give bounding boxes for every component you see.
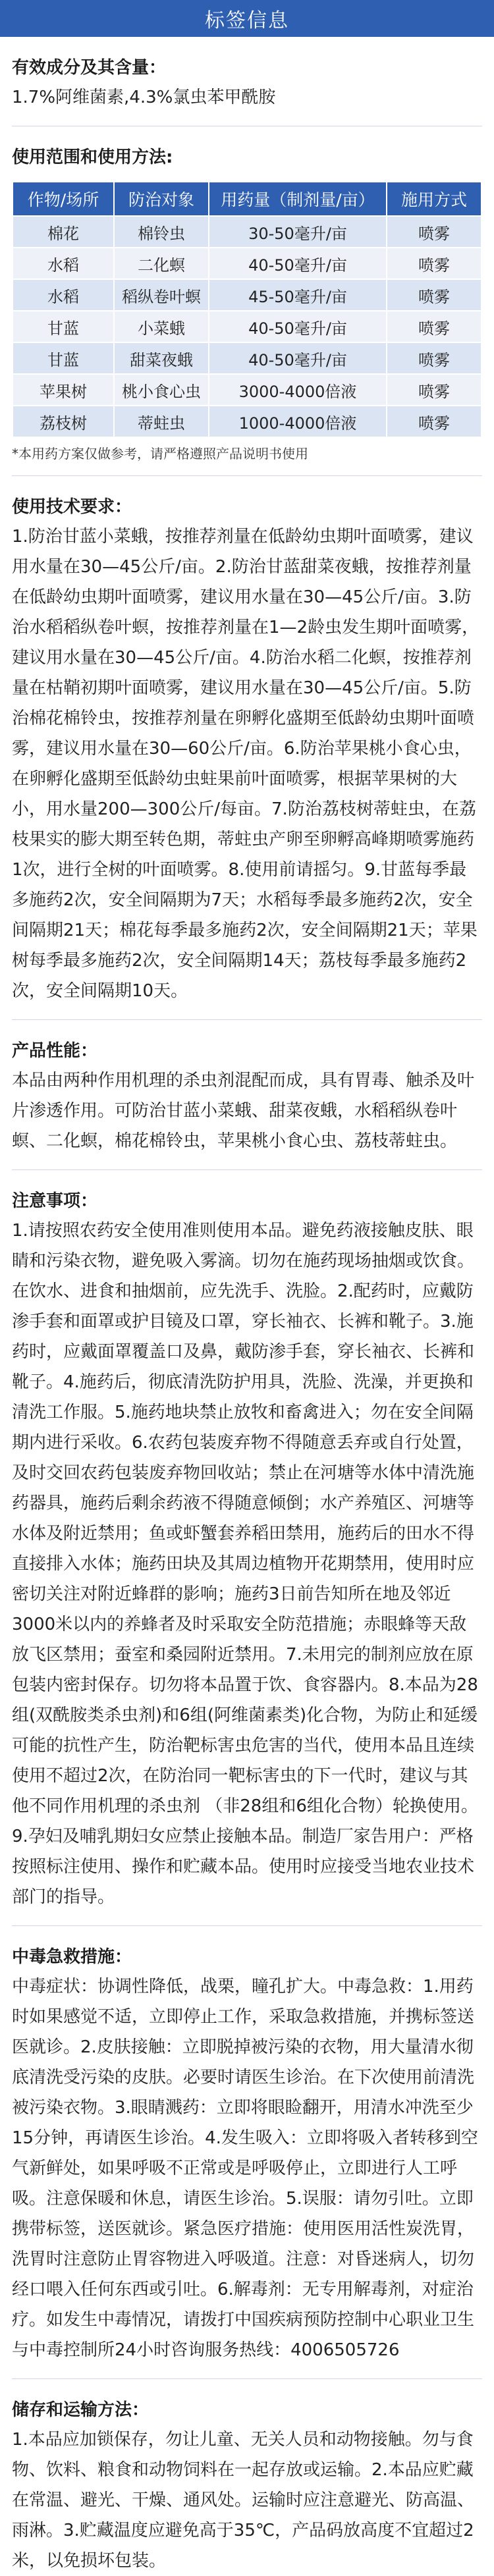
table-cell: 喷雾 (387, 342, 481, 374)
cautions-title: 注意事项： (12, 1191, 98, 1211)
firstaid-text: 中毒症状：协调性降低，战栗，瞳孔扩大。中毒急救：1.用药时如果感觉不适，立即停止工作，采取急救措施，并携标签送医就诊。2.皮肤接触：立即脱掉被污染的衣物，用大量清水彻底清洗受污染的皮肤。必要时请医生诊治。在下次使用前清洗被污染衣物。3.眼睛溅药：立即将眼睑翻开，用清水冲洗至少15分钟，再请医生诊治。4.发生吸入：立即将吸入者转移到空气新鲜处，如果呼吸不正常或是呼吸停止，立即进行人工呼吸。注意保暖和休息，请医生诊治。5.误服：请勿引吐。立即携带标签，送医就诊。紧急医疗措施：使用医用活性炭洗胃，洗胃时注意防止胃容物进入呼吸道。注意：对昏迷病人，切勿经口喂入任何东西或引吐。6.解毒剂：无专用解毒剂，对症治疗。如发生中毒情况，请拨打中国疾病预防控制中心职业卫生与中毒控制所24小时咨询服务热线：4006505726 (12, 1977, 478, 2360)
cautions-section (0, 1187, 494, 1912)
table-row (13, 342, 481, 374)
table-cell: 3000-4000倍液 (209, 374, 387, 406)
column-header: 防治对象 (114, 182, 209, 216)
column-header: 作物/场所 (13, 182, 114, 216)
storage-text: 1.本品应加锁保存，勿让儿童、无关人员和动物接触。勿与食物、饮料、粮食和动物饲料在一起存放或运输。2.本品应贮藏在常温、避光、干燥、通风处。运输时应注意避光、防高温、雨淋。3.贮藏温度应避免高于35℃，产品码放高度不宜超过2米，以免损坏包装。 (12, 2430, 475, 2571)
cautions-text: 1.请按照农药安全使用准则使用本品。避免药液接触皮肤、眼睛和污染衣物，避免吸入雾滴。切勿在施药现场抽烟或饮食。在饮水、进食和抽烟前，应先洗手、洗脸。2.配药时，应戴防渗手套和面罩或护目镜及口罩，穿长袖衣、长裤和靴子。3.施药时，应戴面罩覆盖口及鼻，戴防渗手套，穿长袖衣、长裤和靴子。4.施药后，彻底清洗防护用具，洗脸、洗澡，并更换和清洗工作服。5.施药地块禁止放牧和畜禽进入；勿在安全间隔期内进行采收。6.农药包装废弃物不得随意丢弃或自行处置，及时交回农药包装废弃物回收站；禁止在河塘等水体中清洗施药器具，施药后剩余药液不得随意倾倒；水产养殖区、河塘等水体及附近禁用；鱼或虾蟹套养稻田禁用，施药后的田水不得直接排入水体；施药田块及其周边植物开花期禁用，使用时应密切关注对附近蜂群的影响；施药3日前告知所在地及邻近3000米以内的养蜂者及时采取安全防范措施；赤眼蜂等天敌放飞区禁用；蚕室和桑园附近禁用。7.未用完的制剂应放在原包装内密封保存。切勿将本品置于饮、食容器内。8.本品为28组(双酰胺类杀虫剂)和6组(阿维菌素类)化合物，为防止和延缓可能的抗性产生，防治靶标害虫危害的当代，使用本品且连续使用不超过2次，在防治同一靶标害虫的下一代时，建议与其他不同作用机理的杀虫剂 （非28组和6组化合物）轮换使用。9.孕妇及哺乳期妇女应禁止接触本品。制造厂家告用户：严格按照标注使用、操作和贮藏本品。使用时应接受当地农业技术部门的指导。 (12, 1221, 478, 1907)
table-cell: 喷雾 (387, 279, 481, 311)
table-row (13, 406, 481, 437)
table-row (13, 279, 481, 311)
tech-text: 1.防治甘蓝小菜蛾，按推荐剂量在低龄幼虫期叶面喷雾，建议用水量在30—45公斤/亩。2.防治甘蓝甜菜夜蛾，按推荐剂量在低龄幼虫期叶面喷雾，建议用水量在30—45公斤/亩。3.防治水稻稻纵卷叶螟，按推荐剂量在1—2龄虫发生期叶面喷雾，建议用水量在30—45公斤/亩。4.防治水稻二化螟，按推荐剂量在枯鞘初期叶面喷雾，建议用水量在30—45公斤/亩。5.防治棉花棉铃虫，按推荐剂量在卵孵化盛期至低龄幼虫期叶面喷雾，建议用水量在30—60公斤/亩。6.防治苹果桃小食心虫，在卵孵化盛期至低龄幼虫蛀果前叶面喷雾，根据苹果树的大小，用水量200—300公斤/每亩。7.防治荔枝树蒂蛀虫，在荔枝果实的膨大期至转色期，蒂蛀虫产卵至卵孵高峰期喷雾施药1次，进行全树的叶面喷雾。8.使用前请摇匀。9.甘蓝每季最多施药2次，安全间隔期为7天；水稻每季最多施药2次，安全间隔期21天；棉花每季最多施药2次，安全间隔期21天；苹果树每季最多施药2次，安全间隔期14天；荔枝每季最多施药2次，安全间隔期10天。 (12, 527, 480, 1001)
performance-title: 产品性能： (12, 1041, 98, 1061)
page-title: 标签信息 (205, 9, 289, 32)
performance-section (0, 1037, 494, 1156)
divider (12, 1169, 482, 1170)
table-cell: 喷雾 (387, 311, 481, 342)
tech-title: 使用技术要求： (12, 497, 132, 517)
table-row (13, 311, 481, 342)
table-cell: 水稻 (13, 279, 114, 311)
table-cell: 喷雾 (387, 248, 481, 279)
table-cell: 棉花 (13, 216, 114, 248)
table-cell: 二化螟 (114, 248, 209, 279)
table-cell: 稻纵卷叶螟 (114, 279, 209, 311)
table-cell: 桃小食心虫 (114, 374, 209, 406)
firstaid-section (0, 1943, 494, 2365)
usage-title: 使用范围和使用方法: (12, 148, 173, 167)
table-cell: 水稻 (13, 248, 114, 279)
performance-text: 本品由两种作用机理的杀虫剂混配而成，具有胃毒、触杀及叶片渗透作用。可防治甘蓝小菜蛾、甜菜夜蛾，水稻稻纵卷叶螟、二化螟，棉花棉铃虫，苹果桃小食心虫、荔枝蒂蛀虫。 (12, 1071, 475, 1151)
usage-section (0, 144, 494, 168)
storage-title: 储存和运输方法： (12, 2400, 150, 2420)
table-cell: 喷雾 (387, 374, 481, 406)
table-cell: 苹果树 (13, 374, 114, 406)
table-cell: 30-50毫升/亩 (209, 216, 387, 248)
table-cell: 蒂蛀虫 (114, 406, 209, 437)
table-cell: 45-50毫升/亩 (209, 279, 387, 311)
table-cell: 喷雾 (387, 216, 481, 248)
header-bar (0, 0, 494, 37)
table-row (13, 374, 481, 406)
table-cell: 甜菜夜蛾 (114, 342, 209, 374)
tech-section (0, 493, 494, 1006)
table-header-row (13, 182, 481, 216)
table-row (13, 216, 481, 248)
table-cell: 甘蓝 (13, 342, 114, 374)
usage-table (12, 181, 482, 438)
table-row (13, 248, 481, 279)
usage-note: *本用药方案仅做参考，请严格遵照产品说明书使用 (12, 446, 308, 462)
divider (12, 1019, 482, 1020)
divider (12, 2378, 482, 2379)
firstaid-title: 中毒急救措施： (12, 1947, 132, 1967)
table-cell: 甘蓝 (13, 311, 114, 342)
ingredients-text: 1.7%阿维菌素,4.3%氯虫苯甲酰胺 (12, 88, 276, 107)
table-cell: 40-50毫升/亩 (209, 342, 387, 374)
table-cell: 40-50毫升/亩 (209, 248, 387, 279)
divider (12, 1925, 482, 1926)
ingredients-section (0, 54, 494, 113)
column-header: 施用方式 (387, 182, 481, 216)
ingredients-title: 有效成分及其含量： (12, 58, 167, 78)
storage-section (0, 2396, 494, 2576)
divider (12, 475, 482, 476)
table-cell: 棉铃虫 (114, 216, 209, 248)
table-cell: 喷雾 (387, 406, 481, 437)
table-cell: 1000-4000倍液 (209, 406, 387, 437)
table-cell: 40-50毫升/亩 (209, 311, 387, 342)
table-cell: 小菜蛾 (114, 311, 209, 342)
table-cell: 荔枝树 (13, 406, 114, 437)
column-header: 用药量（制剂量/亩） (209, 182, 387, 216)
